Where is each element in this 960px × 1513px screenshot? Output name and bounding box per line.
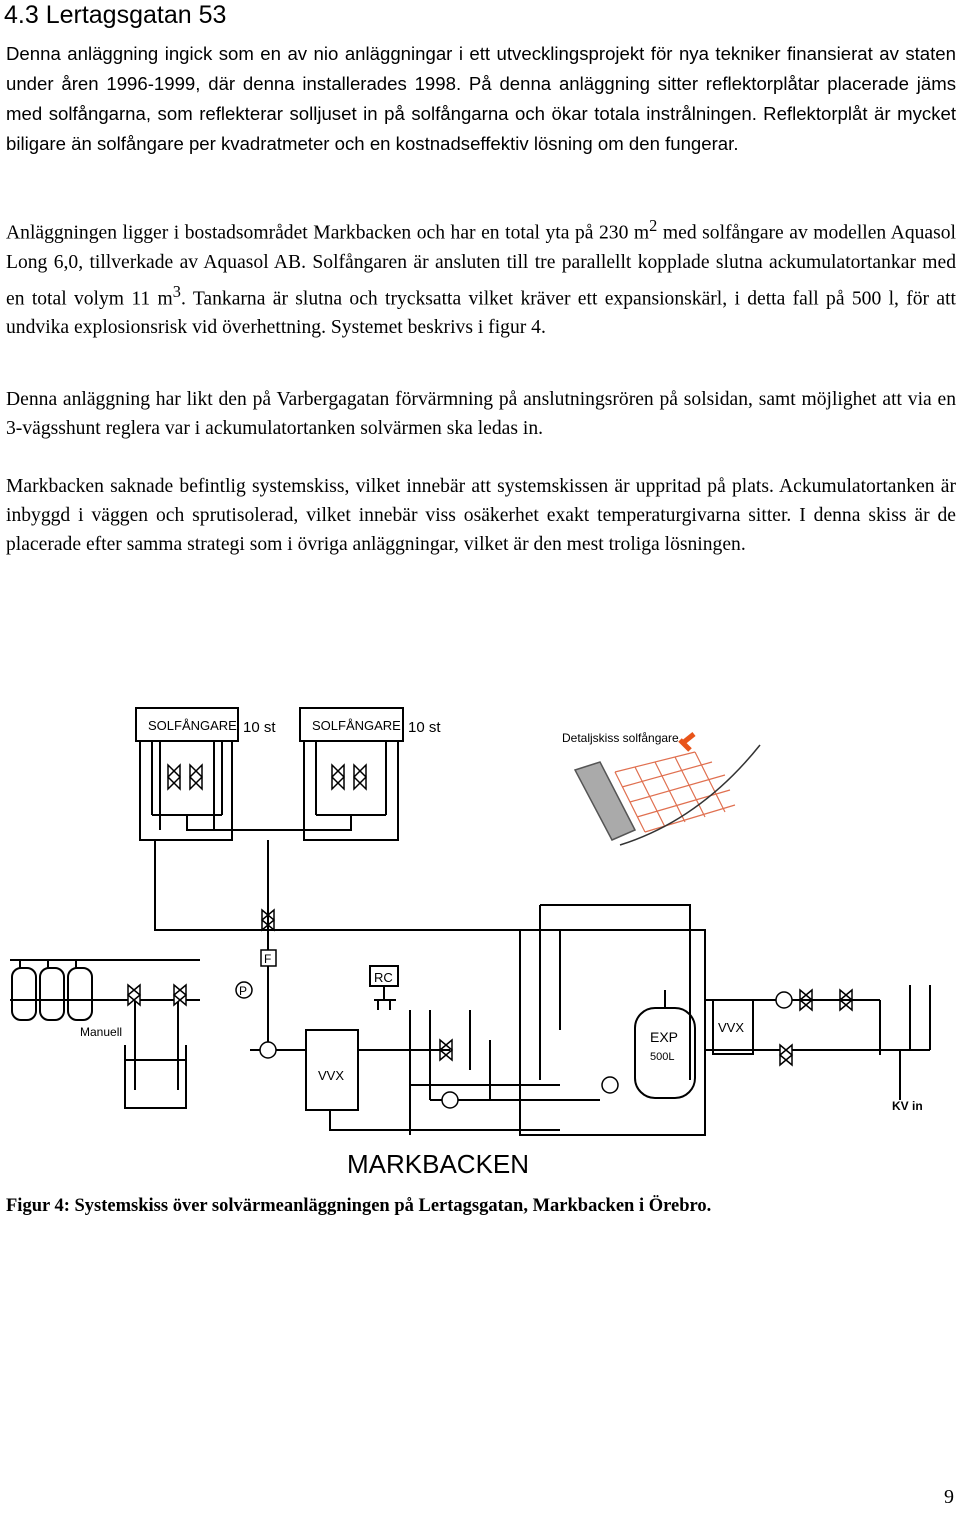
figure-caption: Figur 4: Systemskiss över solvärmeanläggningen på Lertagsgatan, Markbacken i Örebro. [6,1196,712,1216]
collector-count-1: 10 st [243,719,276,736]
arrow-icon [680,734,694,750]
label-rc: RC [374,970,393,985]
system-diagram-svg [0,690,960,1190]
collector-label-2: SOLFÅNGARE [312,718,401,733]
paragraph-installation [6,211,956,342]
label-p: P [239,984,248,998]
collector-count-2: 10 st [408,719,441,736]
paragraph-intro [6,39,956,159]
paragraph-installation-part-a: Anläggningen ligger i bostadsområdet Markbacken och har en total yta på 230 m [6,222,650,244]
paragraph-installation-part-b: med solfångare av modellen Aquasol Long 6,0, tillverkade av Aquasol AB. Solfångaren är ansluten till tre parallellt kopplade slutna ackumulatortankar med en total volym 11 m [6,222,956,310]
collector-label-1: SOLFÅNGARE [148,718,237,733]
label-vvx-right: VVX [718,1020,745,1035]
paragraph-sketch: Markbacken saknade befintlig systemskiss, vilket innebär att systemskissen är uppritad på plats. Ackumulatortanken är inbyggd i väggen och sprutisolerad, vilket innebär viss osäkerhet exakt temperaturgivarna sitter. I denna skiss är de placerade efter samma strategi som i övriga anläggningar, vilket är den mest troliga lösningen. [6,476,956,555]
section-heading: 4.3 Lertagsgatan 53 [4,1,227,29]
page-number: 9 [944,1486,954,1508]
label-exp-volume: 500L [650,1051,675,1063]
reflector-plate [575,762,635,840]
label-kv-in: KV in [892,1099,923,1113]
paragraph-intro-reflector: Reflektorplåt är mycket biligare än solfångare per kvadratmeter och en kostnadseffektiv lösning om den fungerar. [6,103,956,154]
label-exp: EXP [650,1029,679,1045]
superscript-area: 2 [649,216,658,235]
label-manual: Manuell [80,1025,123,1039]
paragraph-installation-part-c: . Tankarna är slutna och trycksatta vilket kräver ett expansionskärl, i detta fall på 500 l, för att undvika explosionsrisk vid överhettning. Systemet beskrivs i figur 4. [6,288,956,339]
paragraph-preheating: Denna anläggning har likt den på Varbergagatan förvärmning på anslutningsrören på solsidan, samt möjlighet att via en 3-vägsshunt reglera var i ackumulatortanken solvärmen ska ledas in. [6,389,956,439]
detail-sketch-label: Detaljskiss solfångare [562,731,679,745]
superscript-volume: 3 [172,281,181,301]
label-vvx-left: VVX [318,1068,345,1083]
system-diagram [0,690,960,1190]
detail-sketch [575,734,760,845]
label-f: F [264,952,272,966]
paragraph-intro-text: Denna anläggning ingick som en av nio anläggningar i ett utvecklingsprojekt för nya tekniker finansierat av staten under åren 1996-1999, där denna installerades 1998. På denna anläggning sitter reflektorplåtar placerade jäms med solfångarna, som reflekterar solljuset in på solfångarna och ökar totala instrålningen. [6,43,956,124]
diagram-title: MARKBACKEN [347,1149,530,1179]
